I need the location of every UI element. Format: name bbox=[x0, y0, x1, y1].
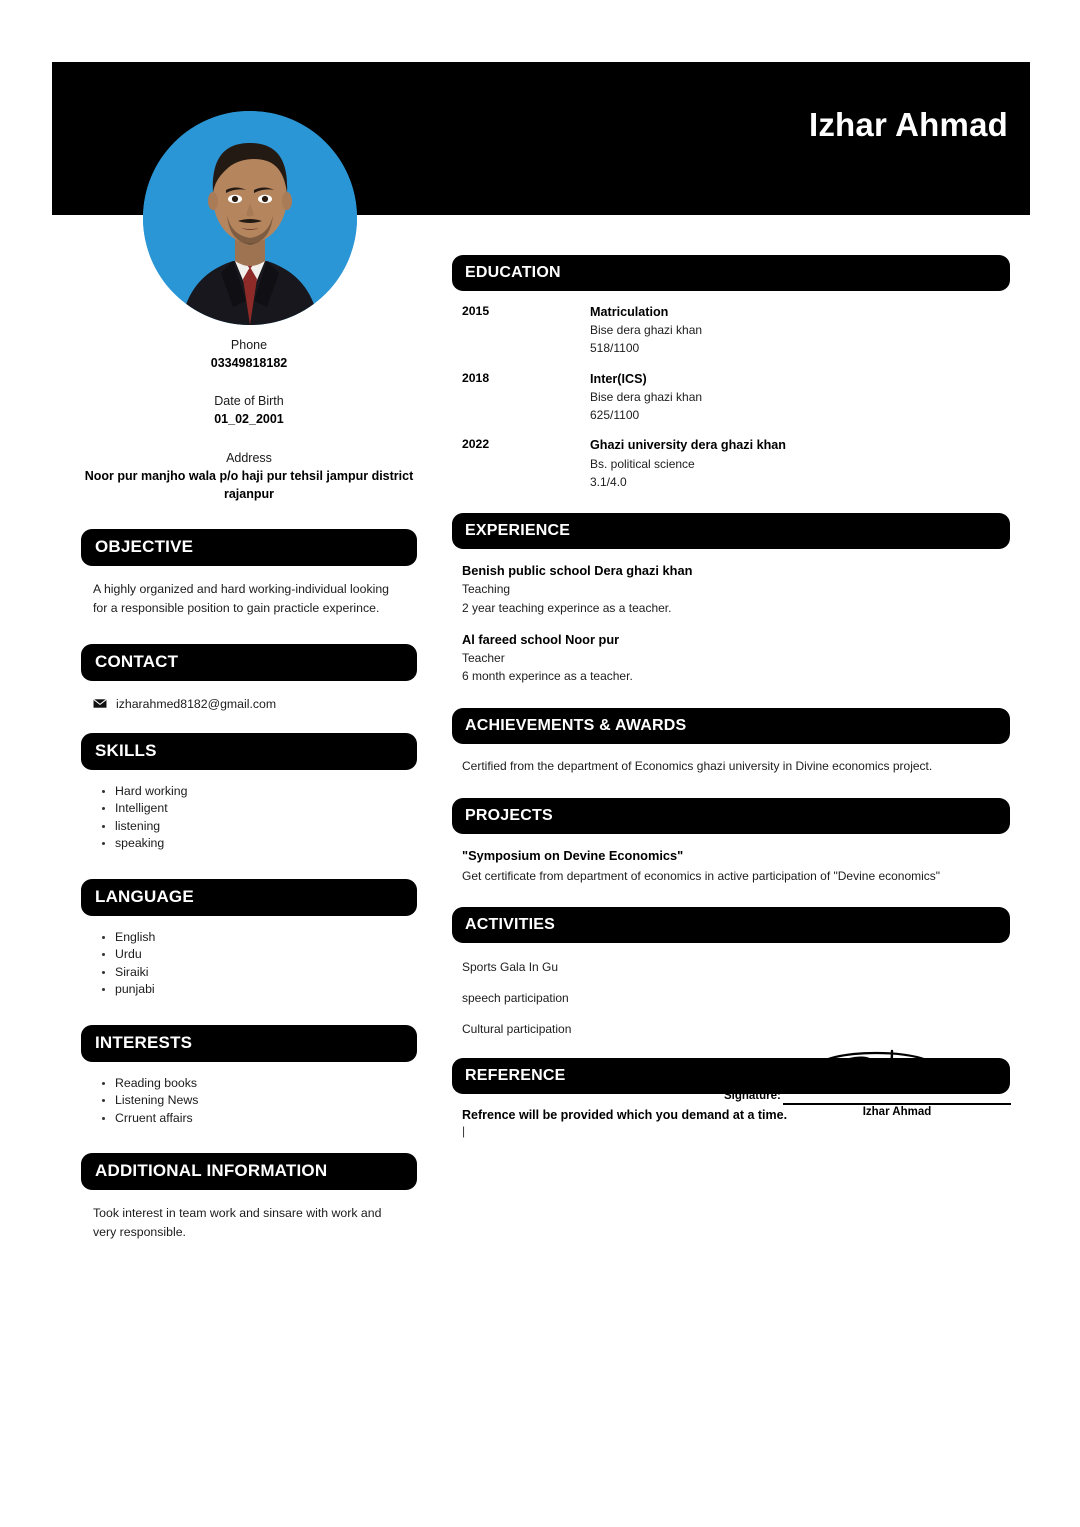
personal-info bbox=[81, 336, 417, 503]
education-institute: Bise dera ghazi khan bbox=[590, 389, 703, 404]
activity-item: Cultural participation bbox=[462, 1022, 572, 1037]
left-column bbox=[81, 336, 417, 1242]
section-header-additional-information bbox=[81, 1153, 417, 1190]
envelope-icon bbox=[93, 698, 107, 709]
additional-information-text: Took interest in team work and sinsare with work and very responsible. bbox=[93, 1205, 382, 1239]
spacer bbox=[81, 429, 417, 449]
experience-item bbox=[452, 630, 1010, 686]
experience-detail: 2 year teaching experince as a teacher. bbox=[462, 600, 672, 615]
section-title: LANGUAGE bbox=[95, 887, 194, 907]
experience-role: Teacher bbox=[462, 650, 505, 665]
experience-role: Teaching bbox=[462, 582, 511, 597]
education-row bbox=[452, 370, 1010, 425]
page-title: Izhar Ahmad bbox=[808, 106, 1008, 143]
section-title: ACTIVITIES bbox=[465, 916, 556, 934]
avatar-photo bbox=[143, 111, 357, 325]
section-header-objective bbox=[81, 529, 417, 566]
spacer bbox=[81, 372, 417, 392]
education-year: 2018 bbox=[462, 370, 490, 385]
list-item: Hard working bbox=[115, 783, 417, 800]
list-item: Intelligent bbox=[115, 800, 417, 817]
list-item: Listening News bbox=[115, 1092, 417, 1109]
section-header-activities bbox=[452, 907, 1010, 943]
list-item: Siraiki bbox=[115, 964, 417, 981]
objective-body bbox=[81, 580, 417, 618]
education-degree: Matriculation bbox=[590, 305, 669, 319]
address-value: Noor pur manjho wala p/o haji pur tehsil jampur district rajanpur bbox=[84, 468, 414, 501]
right-column bbox=[452, 255, 1010, 1137]
section-title: INTERESTS bbox=[95, 1033, 193, 1053]
spacer bbox=[452, 885, 1010, 907]
experience-employer: Al fareed school Noor pur bbox=[462, 631, 620, 647]
section-title: SKILLS bbox=[95, 741, 157, 761]
section-header-contact bbox=[81, 644, 417, 681]
experience-item bbox=[452, 561, 1010, 617]
language-list bbox=[81, 929, 417, 999]
education-institute: Bs. political science bbox=[590, 456, 695, 471]
activity-item: speech participation bbox=[462, 991, 569, 1006]
reference-text: Refrence will be provided which you demand at a time. bbox=[462, 1108, 788, 1123]
activity-item: Sports Gala In Gu bbox=[462, 960, 559, 975]
spacer bbox=[81, 711, 417, 733]
spacer bbox=[81, 1127, 417, 1153]
avatar bbox=[143, 111, 357, 325]
spacer bbox=[452, 491, 1010, 513]
education-year: 2015 bbox=[462, 304, 490, 318]
list-item: Reading books bbox=[115, 1075, 417, 1092]
education-row bbox=[452, 436, 1010, 491]
section-title: ADDITIONAL INFORMATION bbox=[95, 1161, 328, 1181]
phone-label: Phone bbox=[230, 338, 268, 352]
contact-email: izharahmed8182@gmail.com bbox=[116, 696, 277, 711]
dob-value: 01_02_2001 bbox=[214, 412, 284, 427]
skills-list bbox=[81, 783, 417, 853]
experience-employer: Benish public school Dera ghazi khan bbox=[462, 563, 693, 579]
education-row bbox=[452, 303, 1010, 358]
list-item: punjabi bbox=[115, 981, 417, 998]
education-score: 3.1/4.0 bbox=[590, 474, 627, 489]
education-degree: Ghazi university dera ghazi khan bbox=[590, 438, 786, 453]
list-item: Urdu bbox=[115, 946, 417, 963]
education-detail bbox=[590, 370, 702, 425]
section-title: ACHIEVEMENTS & AWARDS bbox=[465, 716, 687, 734]
section-header-skills bbox=[81, 733, 417, 770]
spacer bbox=[81, 853, 417, 879]
project-detail: Get certificate from department of economics in active participation of "Devine economics" bbox=[462, 868, 941, 883]
spacer bbox=[452, 686, 1010, 708]
section-header-experience bbox=[452, 513, 1010, 549]
section-title: CONTACT bbox=[95, 652, 179, 672]
section-title: PROJECTS bbox=[465, 806, 553, 824]
section-header-education bbox=[452, 255, 1010, 291]
signature-label: Signature: bbox=[724, 1090, 781, 1102]
address-label: Address bbox=[226, 450, 272, 465]
dob-label: Date of Birth bbox=[214, 394, 284, 409]
education-year: 2022 bbox=[462, 437, 490, 452]
additional-information-body bbox=[81, 1204, 417, 1242]
education-detail bbox=[590, 303, 702, 358]
achievements-text: Certified from the department of Economics ghazi university in Divine economics project. bbox=[462, 758, 933, 773]
section-title: OBJECTIVE bbox=[95, 537, 194, 557]
list-item: Crruent affairs bbox=[115, 1110, 417, 1127]
list-item: speaking bbox=[115, 835, 417, 852]
objective-text: A highly organized and hard working-individual looking for a responsible position to gain practicle experince. bbox=[93, 581, 389, 615]
education-institute: Bise dera ghazi khan bbox=[590, 323, 703, 338]
education-degree: Inter(ICS) bbox=[590, 371, 647, 386]
education-score: 625/1100 bbox=[590, 408, 640, 423]
section-header-interests bbox=[81, 1025, 417, 1062]
contact-email-row[interactable] bbox=[81, 697, 417, 711]
signature-name: Izhar Ahmad bbox=[862, 1106, 932, 1118]
section-title: EXPERIENCE bbox=[465, 522, 571, 540]
signature-block bbox=[724, 1043, 1014, 1123]
education-detail bbox=[590, 436, 786, 491]
list-item: listening bbox=[115, 818, 417, 835]
education-score: 518/1100 bbox=[590, 341, 640, 356]
spacer bbox=[81, 999, 417, 1025]
list-item: English bbox=[115, 929, 417, 946]
text-cursor: | bbox=[462, 1124, 466, 1139]
signature-line bbox=[783, 1103, 1011, 1105]
signature-scribble-icon bbox=[806, 1043, 966, 1091]
phone-value: 03349818182 bbox=[210, 356, 288, 371]
section-header-language bbox=[81, 879, 417, 916]
experience-detail: 6 month experince as a teacher. bbox=[462, 669, 633, 684]
section-header-projects bbox=[452, 798, 1010, 834]
section-title: EDUCATION bbox=[465, 264, 561, 281]
section-title: REFERENCE bbox=[465, 1067, 566, 1085]
interests-list bbox=[81, 1075, 417, 1127]
spacer bbox=[81, 618, 417, 644]
project-name: "Symposium on Devine Economics" bbox=[462, 847, 684, 863]
spacer bbox=[452, 776, 1010, 798]
section-header-achievements-awards bbox=[452, 708, 1010, 744]
spacer bbox=[81, 503, 417, 529]
